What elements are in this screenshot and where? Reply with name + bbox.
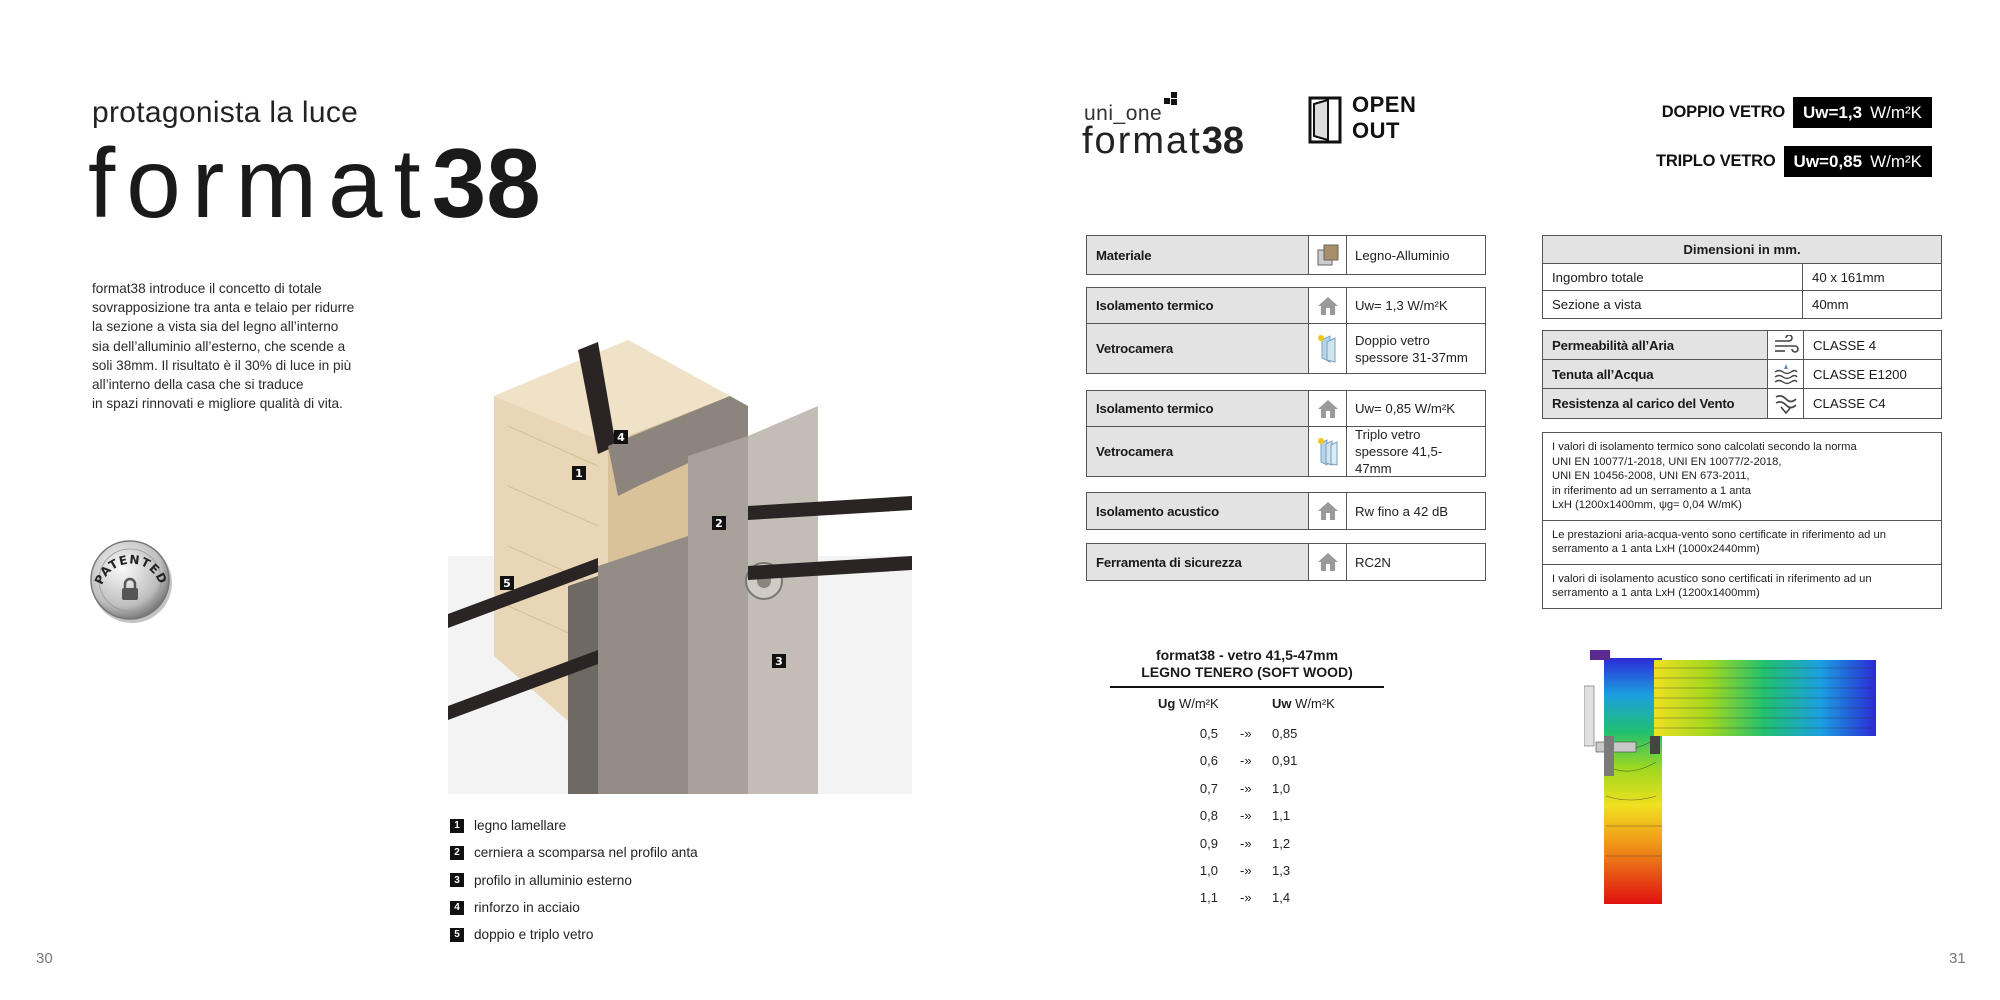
notes-box (1542, 432, 1942, 609)
material-icon (1309, 236, 1347, 274)
marker-5-label: 5 (503, 577, 511, 590)
dimension-value: 40 x 161mm (1812, 269, 1885, 285)
spec-label: Materiale (1087, 236, 1309, 274)
legend-item (450, 839, 698, 866)
uw-value: 1,4 (1272, 890, 1291, 906)
spec-row (1087, 391, 1485, 427)
spec-label: Isolamento termico (1087, 288, 1309, 323)
triplo-unit: W/m²K (1870, 151, 1922, 171)
dimension-value: 40mm (1812, 297, 1849, 312)
brand-small-logo: uni_one (1084, 102, 1163, 125)
brand-bold: 38 (1201, 120, 1244, 162)
spec-value: Doppio vetro spessore 31-37mm (1355, 332, 1468, 365)
house-icon (1309, 391, 1347, 426)
doppio-vetro-value (1793, 97, 1932, 128)
water-icon (1768, 360, 1804, 388)
table-row (1543, 264, 1941, 291)
marker-1-label: 1 (575, 467, 583, 480)
spec-label: Isolamento acustico (1087, 493, 1309, 529)
arrow-icon: -» (1240, 835, 1252, 851)
arrow-icon: -» (1240, 726, 1252, 741)
uguw-divider (1110, 686, 1384, 688)
spec-table-acustico (1086, 492, 1486, 530)
uw-value: 0,85 (1272, 726, 1298, 741)
ug-value: 1,0 (1199, 863, 1218, 878)
uguw-title-line-1: format38 - vetro 41,5-47mm (1155, 647, 1339, 663)
ug-value: 0,6 (1199, 753, 1218, 769)
glass-icon (1309, 427, 1347, 476)
spec-table-triplo (1086, 390, 1486, 477)
title-bold: 38 (431, 128, 541, 238)
spec-row (1087, 324, 1485, 373)
spec-label: Vetrocamera (1087, 324, 1309, 373)
performance-label: Tenuta all’Acqua (1543, 360, 1768, 388)
page-number-right: 31 (1949, 950, 1966, 967)
page-number-left: 30 (36, 950, 53, 967)
page-title (88, 128, 541, 238)
open-out-door-icon (1308, 96, 1342, 144)
spec-row (1087, 236, 1485, 274)
spec-row (1087, 544, 1485, 580)
uw-value: 1,0 (1272, 780, 1291, 796)
title-light: format (88, 128, 432, 238)
doppio-unit: W/m²K (1870, 102, 1922, 122)
open-out-line-1: OPEN (1352, 92, 1417, 117)
dimensions-header: Dimensioni in mm. (1543, 236, 1941, 264)
brand-light: format (1082, 120, 1202, 162)
note-air-water-wind: Le prestazioni aria-acqua-vento sono certificate in riferimento ad un serramento a 1 anta LxH (1000x2440mm) (1543, 521, 1941, 565)
legend-item (450, 921, 698, 948)
spec-value: RC2N (1355, 554, 1391, 570)
spec-row (1087, 288, 1485, 324)
ug-value: 0,7 (1199, 780, 1218, 796)
spec-value: Uw= 1,3 W/m²K (1355, 298, 1448, 313)
legend-list (450, 812, 698, 948)
legend-number: 1 (450, 819, 464, 833)
uw-label: Uw (1272, 696, 1292, 711)
arrow-icon: -» (1240, 780, 1252, 796)
arrow-icon: -» (1240, 863, 1252, 878)
open-out-line-2: OUT (1352, 118, 1400, 143)
uw-unit: W/m²K (1295, 696, 1335, 711)
note-thermal: I valori di isolamento termico sono calcolati secondo la norma UNI EN 10077/1-2018, UNI EN 10077/2-2018, UNI EN 10456-2008, UNI EN 673-2011, in riferimento ad un serramento a 1 anta LxH (1200x1400mm, ψg= 0,04 W/mK) (1543, 433, 1941, 521)
legend-number: 5 (450, 928, 464, 942)
legend-text: cerniera a scomparsa nel profilo anta (474, 845, 698, 861)
glass-icon (1309, 324, 1347, 373)
ug-unit: W/m²K (1178, 696, 1219, 711)
table-row (1543, 331, 1941, 360)
legend-item (450, 894, 698, 921)
page-subtitle: protagonista la luce (92, 96, 359, 129)
window-section-illustration (448, 336, 912, 794)
uw-value: 1,1 (1272, 808, 1291, 824)
doppio-uw: Uw=1,3 (1803, 102, 1863, 122)
ug-label: Ug (1158, 696, 1176, 711)
note-acoustic: I valori di isolamento acustico sono certificati in riferimento ad un serramento a 1 anta LxH (1200x1400mm) (1552, 572, 1872, 599)
spec-table-materiale (1086, 235, 1486, 275)
dimension-label: Sezione a vista (1543, 291, 1803, 318)
house-icon (1309, 288, 1347, 323)
performance-value: CLASSE 4 (1813, 337, 1877, 353)
ug-value: 1,1 (1199, 890, 1218, 906)
legend-text: legno lamellare (474, 818, 567, 834)
uw-column-header (1272, 696, 1335, 711)
table-row (1543, 389, 1941, 418)
legend-item (450, 867, 698, 894)
dimensions-table (1542, 235, 1942, 319)
dimension-label: Ingombro totale (1543, 264, 1803, 290)
spec-label: Vetrocamera (1087, 427, 1309, 476)
table-row (1543, 291, 1941, 318)
legend-number: 4 (450, 901, 464, 915)
uw-value: 0,91 (1272, 753, 1298, 769)
spec-row (1087, 493, 1485, 529)
table-row (1543, 360, 1941, 389)
marker-4-label: 4 (617, 431, 625, 444)
brand-dots-icon (1157, 92, 1181, 108)
uguw-title (1110, 647, 1384, 681)
seal-text: PATENTED (91, 552, 171, 587)
spec-row (1087, 427, 1485, 476)
spec-value: Rw fino a 42 dB (1355, 503, 1449, 519)
triplo-vetro-label: TRIPLO VETRO (1656, 152, 1776, 170)
triplo-uw: Uw=0,85 (1793, 151, 1863, 171)
uw-value: 1,3 (1272, 863, 1291, 878)
triplo-vetro-badge (1656, 146, 1932, 177)
spec-value: Triplo vetro spessore 41,5-47mm (1355, 427, 1443, 476)
legend-text: rinforzo in acciaio (474, 900, 580, 916)
performance-value: CLASSE E1200 (1813, 366, 1907, 382)
patented-seal-icon (88, 538, 174, 624)
open-out-label (1352, 92, 1416, 144)
performance-label: Resistenza al carico del Vento (1543, 389, 1768, 418)
wind-icon (1768, 331, 1804, 359)
ug-value: 0,9 (1199, 835, 1218, 851)
arrow-icon: -» (1240, 753, 1252, 769)
spec-label: Isolamento termico (1087, 391, 1309, 426)
thermal-isotherm-image (1584, 646, 1896, 904)
legend-text: profilo in alluminio esterno (474, 872, 632, 888)
performance-table (1542, 330, 1942, 419)
wind-load-icon (1768, 389, 1804, 418)
arrow-icon: -» (1240, 890, 1252, 906)
marker-3-label: 3 (775, 655, 783, 668)
uw-value: 1,2 (1272, 835, 1291, 851)
legend-number: 3 (450, 873, 464, 887)
spec-table-ferramenta (1086, 543, 1486, 581)
triplo-vetro-value (1784, 146, 1932, 177)
house-icon (1309, 493, 1347, 529)
performance-value: CLASSE C4 (1813, 396, 1886, 411)
house-icon (1309, 544, 1347, 580)
spec-table-doppio (1086, 287, 1486, 374)
legend-item (450, 812, 698, 839)
doppio-vetro-label: DOPPIO VETRO (1661, 103, 1785, 121)
doppio-vetro-badge (1662, 97, 1932, 128)
brand-logo (1082, 122, 1244, 160)
spec-label: Ferramenta di sicurezza (1087, 544, 1309, 580)
ug-column-header (1158, 696, 1219, 711)
intro-paragraph: format38 introduce il concetto di totale sovrapposizione tra anta e telaio per ridurre la sezione a vista sia del legno all’interno sia dell’alluminio all’esterno, che scende a soli 38mm. Il risultato è il 30% di luce in più all’interno della casa che si traduce in spazi rinnovati e migliore qualità di vita. (92, 281, 355, 412)
spec-value: Legno-Alluminio (1355, 247, 1450, 263)
performance-label: Permeabilità all’Aria (1543, 331, 1768, 359)
uguw-title-line-2: LEGNO TENERO (SOFT WOOD) (1141, 664, 1353, 680)
ug-value: 0,5 (1199, 726, 1218, 741)
spec-value: Uw= 0,85 W/m²K (1355, 401, 1456, 416)
arrow-icon: -» (1240, 808, 1252, 824)
ug-value: 0,8 (1199, 808, 1218, 824)
legend-number: 2 (450, 846, 464, 860)
marker-2-label: 2 (715, 517, 723, 530)
legend-text: doppio e triplo vetro (474, 927, 594, 943)
